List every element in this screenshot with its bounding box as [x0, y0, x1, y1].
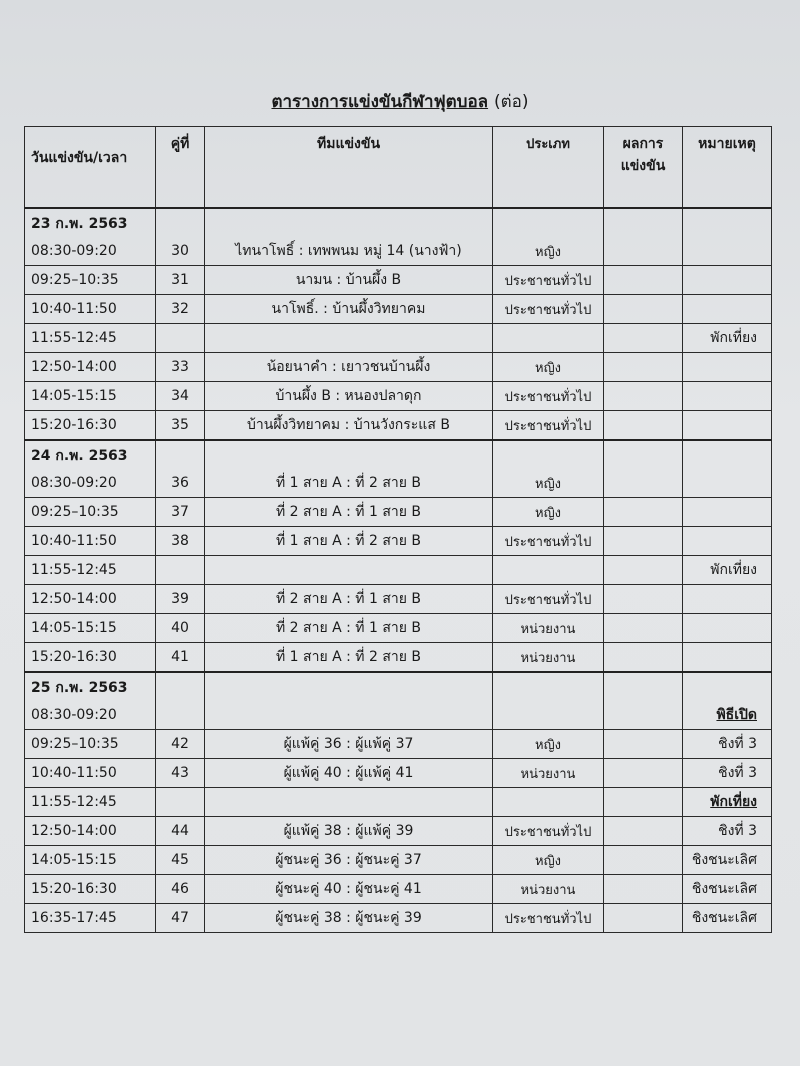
- match-cell: 37: [156, 498, 205, 527]
- table-row: [25, 527, 772, 556]
- result-cell: [604, 730, 683, 759]
- page-title: [0, 88, 800, 115]
- table-row: [25, 585, 772, 614]
- note-cell: พักเที่ยง: [683, 556, 772, 585]
- match-cell: [156, 556, 205, 585]
- type-cell: [493, 324, 604, 353]
- table-row: [25, 701, 772, 730]
- teams-cell: ที่ 2 สาย A : ที่ 1 สาย B: [205, 585, 493, 614]
- header-date-time: วันแข่งขัน/เวลา: [25, 127, 156, 209]
- result-cell: [604, 614, 683, 643]
- result-cell: [604, 324, 683, 353]
- time-cell: 10:40-11:50: [25, 759, 156, 788]
- teams-cell: ที่ 1 สาย A : ที่ 2 สาย B: [205, 643, 493, 673]
- table-row: [25, 469, 772, 498]
- note-cell: ชิงชนะเลิศ: [683, 846, 772, 875]
- match-cell: 33: [156, 353, 205, 382]
- result-cell: [604, 643, 683, 673]
- result-cell: [604, 701, 683, 730]
- teams-cell: ผู้ชนะคู่ 38 : ผู้ชนะคู่ 39: [205, 904, 493, 933]
- table-row: [25, 904, 772, 933]
- note-cell: [683, 237, 772, 266]
- result-cell: [604, 904, 683, 933]
- teams-cell: น้อยนาคำ : เยาวชนบ้านผึ้ง: [205, 353, 493, 382]
- result-cell: [604, 498, 683, 527]
- note-cell: [683, 469, 772, 498]
- time-cell: 11:55-12:45: [25, 788, 156, 817]
- type-cell: หน่วยงาน: [493, 614, 604, 643]
- time-cell: 14:05-15:15: [25, 846, 156, 875]
- empty-cell: [156, 672, 205, 701]
- table-row: [25, 382, 772, 411]
- empty-cell: [205, 672, 493, 701]
- note-cell: [683, 614, 772, 643]
- match-cell: 42: [156, 730, 205, 759]
- time-cell: 12:50-14:00: [25, 353, 156, 382]
- match-cell: 32: [156, 295, 205, 324]
- note-cell: พักเที่ยง: [683, 788, 772, 817]
- type-cell: หน่วยงาน: [493, 875, 604, 904]
- teams-cell: ไทนาโพธิ์ : เทพพนม หมู่ 14 (นางฟ้า): [205, 237, 493, 266]
- teams-cell: นามน : บ้านผึ้ง B: [205, 266, 493, 295]
- date-cell: 25 ก.พ. 2563: [25, 672, 156, 701]
- match-cell: 43: [156, 759, 205, 788]
- type-cell: ประชาชนทั่วไป: [493, 382, 604, 411]
- note-cell: ชิงที่ 3: [683, 730, 772, 759]
- teams-cell: [205, 788, 493, 817]
- match-cell: 44: [156, 817, 205, 846]
- empty-cell: [604, 208, 683, 237]
- type-cell: หน่วยงาน: [493, 643, 604, 673]
- note-cell: [683, 295, 772, 324]
- match-cell: 36: [156, 469, 205, 498]
- table-row: [25, 295, 772, 324]
- time-cell: 10:40-11:50: [25, 295, 156, 324]
- table-row: [25, 875, 772, 904]
- note-cell: ชิงชนะเลิศ: [683, 875, 772, 904]
- type-cell: หญิง: [493, 237, 604, 266]
- result-cell: [604, 266, 683, 295]
- type-cell: หญิง: [493, 353, 604, 382]
- header-result: ผลการแข่งขัน: [604, 127, 683, 209]
- result-cell: [604, 875, 683, 904]
- result-cell: [604, 411, 683, 441]
- result-cell: [604, 817, 683, 846]
- note-cell: [683, 585, 772, 614]
- empty-cell: [683, 440, 772, 469]
- match-cell: [156, 701, 205, 730]
- empty-cell: [493, 672, 604, 701]
- table-row: [25, 266, 772, 295]
- teams-cell: [205, 556, 493, 585]
- teams-cell: ที่ 1 สาย A : ที่ 2 สาย B: [205, 469, 493, 498]
- table-row: [25, 237, 772, 266]
- type-cell: ประชาชนทั่วไป: [493, 295, 604, 324]
- empty-cell: [604, 440, 683, 469]
- result-cell: [604, 469, 683, 498]
- type-cell: ประชาชนทั่วไป: [493, 585, 604, 614]
- type-cell: หน่วยงาน: [493, 759, 604, 788]
- result-cell: [604, 788, 683, 817]
- teams-cell: ผู้ชนะคู่ 36 : ผู้ชนะคู่ 37: [205, 846, 493, 875]
- header-match: คู่ที่: [156, 127, 205, 209]
- result-cell: [604, 556, 683, 585]
- table-row: [25, 846, 772, 875]
- title-suffix: (ต่อ): [494, 92, 529, 112]
- empty-cell: [156, 208, 205, 237]
- match-cell: 41: [156, 643, 205, 673]
- time-cell: 09:25–10:35: [25, 266, 156, 295]
- table-row: [25, 353, 772, 382]
- type-cell: ประชาชนทั่วไป: [493, 904, 604, 933]
- date-cell: 23 ก.พ. 2563: [25, 208, 156, 237]
- schedule-table: [24, 126, 772, 933]
- empty-cell: [604, 672, 683, 701]
- time-cell: 08:30-09:20: [25, 469, 156, 498]
- teams-cell: ผู้แพ้คู่ 36 : ผู้แพ้คู่ 37: [205, 730, 493, 759]
- empty-cell: [205, 440, 493, 469]
- match-cell: 47: [156, 904, 205, 933]
- match-cell: [156, 324, 205, 353]
- date-cell: 24 ก.พ. 2563: [25, 440, 156, 469]
- match-cell: 35: [156, 411, 205, 441]
- note-cell: ชิงที่ 3: [683, 759, 772, 788]
- note-cell: [683, 498, 772, 527]
- result-cell: [604, 846, 683, 875]
- note-cell: [683, 411, 772, 441]
- time-cell: 12:50-14:00: [25, 817, 156, 846]
- teams-cell: ผู้แพ้คู่ 38 : ผู้แพ้คู่ 39: [205, 817, 493, 846]
- table-row: [25, 817, 772, 846]
- empty-cell: [683, 208, 772, 237]
- time-cell: 09:25–10:35: [25, 730, 156, 759]
- note-cell: [683, 643, 772, 673]
- header-teams: ทีมแข่งขัน: [205, 127, 493, 209]
- note-cell: พักเที่ยง: [683, 324, 772, 353]
- teams-cell: ผู้แพ้คู่ 40 : ผู้แพ้คู่ 41: [205, 759, 493, 788]
- note-cell: [683, 353, 772, 382]
- time-cell: 14:05-15:15: [25, 614, 156, 643]
- date-row: [25, 208, 772, 237]
- empty-cell: [493, 208, 604, 237]
- table-row: [25, 643, 772, 673]
- teams-cell: นาโพธิ์. : บ้านผึ้งวิทยาคม: [205, 295, 493, 324]
- date-row: [25, 672, 772, 701]
- table-row: [25, 324, 772, 353]
- teams-cell: [205, 701, 493, 730]
- result-cell: [604, 295, 683, 324]
- match-cell: 46: [156, 875, 205, 904]
- match-cell: [156, 788, 205, 817]
- date-row: [25, 440, 772, 469]
- schedule-body: [25, 208, 772, 933]
- table-row: [25, 730, 772, 759]
- result-cell: [604, 527, 683, 556]
- note-cell: พิธีเปิด: [683, 701, 772, 730]
- time-cell: 08:30-09:20: [25, 237, 156, 266]
- time-cell: 15:20-16:30: [25, 875, 156, 904]
- type-cell: หญิง: [493, 498, 604, 527]
- time-cell: 15:20-16:30: [25, 643, 156, 673]
- time-cell: 16:35-17:45: [25, 904, 156, 933]
- time-cell: 10:40-11:50: [25, 527, 156, 556]
- type-cell: ประชาชนทั่วไป: [493, 411, 604, 441]
- match-cell: 40: [156, 614, 205, 643]
- match-cell: 31: [156, 266, 205, 295]
- result-cell: [604, 237, 683, 266]
- title-text: ตารางการแข่งขันกีฬาฟุตบอล: [271, 92, 489, 112]
- note-cell: [683, 382, 772, 411]
- teams-cell: ที่ 2 สาย A : ที่ 1 สาย B: [205, 498, 493, 527]
- table-row: [25, 788, 772, 817]
- table-row: [25, 498, 772, 527]
- table-row: [25, 556, 772, 585]
- table-row: [25, 614, 772, 643]
- result-cell: [604, 759, 683, 788]
- teams-cell: [205, 324, 493, 353]
- note-cell: ชิงชนะเลิศ: [683, 904, 772, 933]
- note-cell: ชิงที่ 3: [683, 817, 772, 846]
- time-cell: 11:55-12:45: [25, 324, 156, 353]
- type-cell: ประชาชนทั่วไป: [493, 817, 604, 846]
- match-cell: 39: [156, 585, 205, 614]
- time-cell: 08:30-09:20: [25, 701, 156, 730]
- type-cell: หญิง: [493, 469, 604, 498]
- time-cell: 11:55-12:45: [25, 556, 156, 585]
- table-row: [25, 759, 772, 788]
- note-cell: [683, 527, 772, 556]
- time-cell: 15:20-16:30: [25, 411, 156, 441]
- time-cell: 14:05-15:15: [25, 382, 156, 411]
- empty-cell: [205, 208, 493, 237]
- header-row: [25, 127, 772, 209]
- type-cell: หญิง: [493, 846, 604, 875]
- result-cell: [604, 585, 683, 614]
- empty-cell: [493, 440, 604, 469]
- type-cell: ประชาชนทั่วไป: [493, 527, 604, 556]
- result-cell: [604, 353, 683, 382]
- teams-cell: บ้านผึ้ง B : หนองปลาดุก: [205, 382, 493, 411]
- match-cell: 38: [156, 527, 205, 556]
- header-type: ประเภท: [493, 127, 604, 209]
- type-cell: หญิง: [493, 730, 604, 759]
- time-cell: 09:25–10:35: [25, 498, 156, 527]
- teams-cell: ผู้ชนะคู่ 40 : ผู้ชนะคู่ 41: [205, 875, 493, 904]
- time-cell: 12:50-14:00: [25, 585, 156, 614]
- match-cell: 45: [156, 846, 205, 875]
- type-cell: [493, 701, 604, 730]
- note-cell: [683, 266, 772, 295]
- teams-cell: ที่ 1 สาย A : ที่ 2 สาย B: [205, 527, 493, 556]
- teams-cell: บ้านผึ้งวิทยาคม : บ้านวังกระแส B: [205, 411, 493, 441]
- empty-cell: [156, 440, 205, 469]
- table-row: [25, 411, 772, 441]
- type-cell: [493, 556, 604, 585]
- empty-cell: [683, 672, 772, 701]
- type-cell: ประชาชนทั่วไป: [493, 266, 604, 295]
- type-cell: [493, 788, 604, 817]
- header-note: หมายเหตุ: [683, 127, 772, 209]
- result-cell: [604, 382, 683, 411]
- teams-cell: ที่ 2 สาย A : ที่ 1 สาย B: [205, 614, 493, 643]
- match-cell: 30: [156, 237, 205, 266]
- match-cell: 34: [156, 382, 205, 411]
